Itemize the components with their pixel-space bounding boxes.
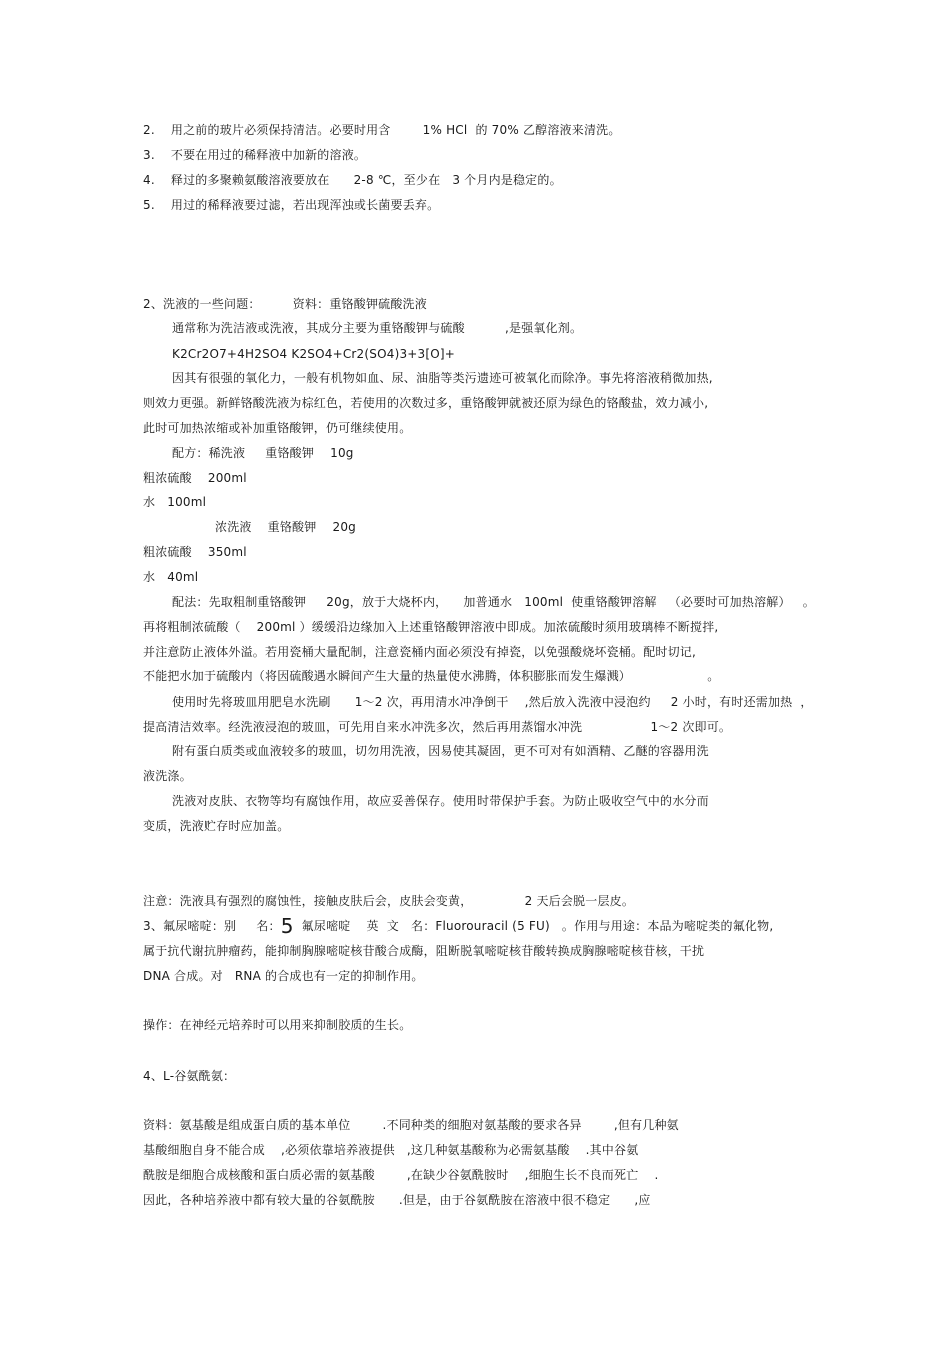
paragraph-line: 不能把水加于硫酸内（将因硫酸遇水瞬间产生大量的热量使水沸腾，体积膨胀而发生爆溅） 。 bbox=[143, 669, 720, 683]
warning-note: 注意：洗液具有强烈的腐蚀性，接触皮肤后会，皮肤会变黄， 2 天后会脱一层皮。 bbox=[143, 894, 635, 908]
section-3-heading bbox=[143, 914, 774, 938]
recipe-concentrated-heading: 浓洗液 重铬酸钾 20g bbox=[215, 520, 357, 534]
paragraph-line: 则效力更强。新鲜铬酸洗液为棕红色，若使用的次数过多，重铬酸钾就被还原为绿色的铬酸盐，效力减小, bbox=[143, 396, 709, 410]
list-item-4: 4. 释过的多聚赖氨酸溶液要放在 2-8 ℃，至少在 3 个月内是稳定的。 bbox=[143, 173, 562, 187]
paragraph-line: 资料：氨基酸是组成蛋白质的基本单位 .不同种类的细胞对氨基酸的要求各异 ,但有几种氨 bbox=[143, 1118, 679, 1132]
paragraph-line: 使用时先将玻皿用肥皂水洗刷 1～2 次，再用清水冲净倒干 ,然后放入洗液中浸泡约 2 小时，有时还需加热 ， bbox=[172, 695, 813, 709]
section-4-heading: 4、L-谷氨酰氨： bbox=[143, 1069, 236, 1083]
paragraph-line: 属于抗代谢抗肿瘤药，能抑制胸腺嘧啶核苷酸合成酶，阻断脱氧嘧啶核苷酸转换成胸腺嘧啶核苷核，干扰 bbox=[143, 944, 705, 958]
paragraph-line: 再将粗制浓硫酸（ 200ml ）缓缓沿边缘加入上述重铬酸钾溶液中即成。加浓硫酸时须用玻璃棒不断搅拌, bbox=[143, 620, 719, 634]
paragraph-line: 因此，各种培养液中都有较大量的谷氨酰胺 .但是，由于谷氨酰胺在溶液中很不稳定 ,应 bbox=[143, 1193, 651, 1207]
recipe-line: 粗浓硫酸 200ml bbox=[143, 471, 247, 485]
recipe-line: 水 40ml bbox=[143, 570, 199, 584]
section-3-suffix: 氟尿嘧啶 英 文 名：Fluorouracil (5 FU) 。作用与用途：本品为嘧啶类的氟化物, bbox=[293, 919, 774, 933]
operation-line: 操作：在神经元培养时可以用来抑制胶质的生长。 bbox=[143, 1018, 412, 1032]
paragraph-line: DNA 合成。对 RNA 的合成也有一定的抑制作用。 bbox=[143, 969, 424, 983]
paragraph-line: 此时可加热浓缩或补加重铬酸钾，仍可继续使用。 bbox=[143, 421, 412, 435]
section-3-prefix: 3、氟尿嘧啶：别 名： bbox=[143, 919, 281, 933]
paragraph-line: 提高清洁效率。经洗液浸泡的玻皿，可先用自来水冲洗多次，然后再用蒸馏水冲洗 1～2 次即可。 bbox=[143, 720, 732, 734]
paragraph-line: 变质，洗液贮存时应加盖。 bbox=[143, 819, 290, 833]
paragraph-line: 因其有很强的氧化力，一般有机物如血、尿、油脂等类污遗迹可被氧化而除净。事先将溶液稍微加热, bbox=[172, 371, 713, 385]
paragraph-line: 洗液对皮肤、衣物等均有腐蚀作用，故应妥善保存。使用时带保护手套。为防止吸收空气中的水分而 bbox=[172, 794, 709, 808]
list-item-2: 2. 用之前的玻片必须保持清洁。必要时用含 1% HCl 的 70% 乙醇溶液来清洗。 bbox=[143, 123, 621, 137]
paragraph-line: 液洗涤。 bbox=[143, 769, 192, 783]
chemical-equation: K2Cr2O7+4H2SO4 K2SO4+Cr2(SO4)3+3[O]+ bbox=[172, 347, 456, 361]
section-3-alias-number: 5 bbox=[280, 914, 294, 938]
paragraph-line: 通常称为洗洁液或洗液，其成分主要为重铬酸钾与硫酸 ,是强氧化剂。 bbox=[172, 321, 583, 335]
paragraph-line: 配法：先取粗制重铬酸钾 20g，放于大烧杯内， 加普通水 100ml 使重铬酸钾溶解 （必要时可加热溶解） 。 bbox=[172, 595, 815, 609]
paragraph-line: 并注意防止液体外溢。若用瓷桶大量配制，注意瓷桶内面必须没有掉瓷，以免强酸烧坏瓷桶。配时切记, bbox=[143, 645, 697, 659]
recipe-dilute-heading: 配方：稀洗液 重铬酸钾 10g bbox=[172, 446, 354, 460]
recipe-line: 粗浓硫酸 350ml bbox=[143, 545, 247, 559]
list-item-5: 5. 用过的稀释液要过滤，若出现浑浊或长菌要丢弃。 bbox=[143, 198, 440, 212]
list-item-3: 3. 不要在用过的稀释液中加新的溶液。 bbox=[143, 148, 367, 162]
paragraph-line: 附有蛋白质类或血液较多的玻皿，切勿用洗液，因易使其凝固，更不可对有如酒精、乙醚的容器用洗 bbox=[172, 744, 709, 758]
section-2-heading: 2、洗液的一些问题： 资料：重铬酸钾硫酸洗液 bbox=[143, 297, 427, 311]
paragraph-line: 酰胺是细胞合成核酸和蛋白质必需的氨基酸 ,在缺少谷氨酰胺时 ,细胞生长不良而死亡 . bbox=[143, 1168, 659, 1182]
paragraph-line: 基酸细胞自身不能合成 ,必须依靠培养液提供 ,这几种氨基酸称为必需氨基酸 .其中谷氨 bbox=[143, 1143, 639, 1157]
recipe-line: 水 100ml bbox=[143, 495, 207, 509]
